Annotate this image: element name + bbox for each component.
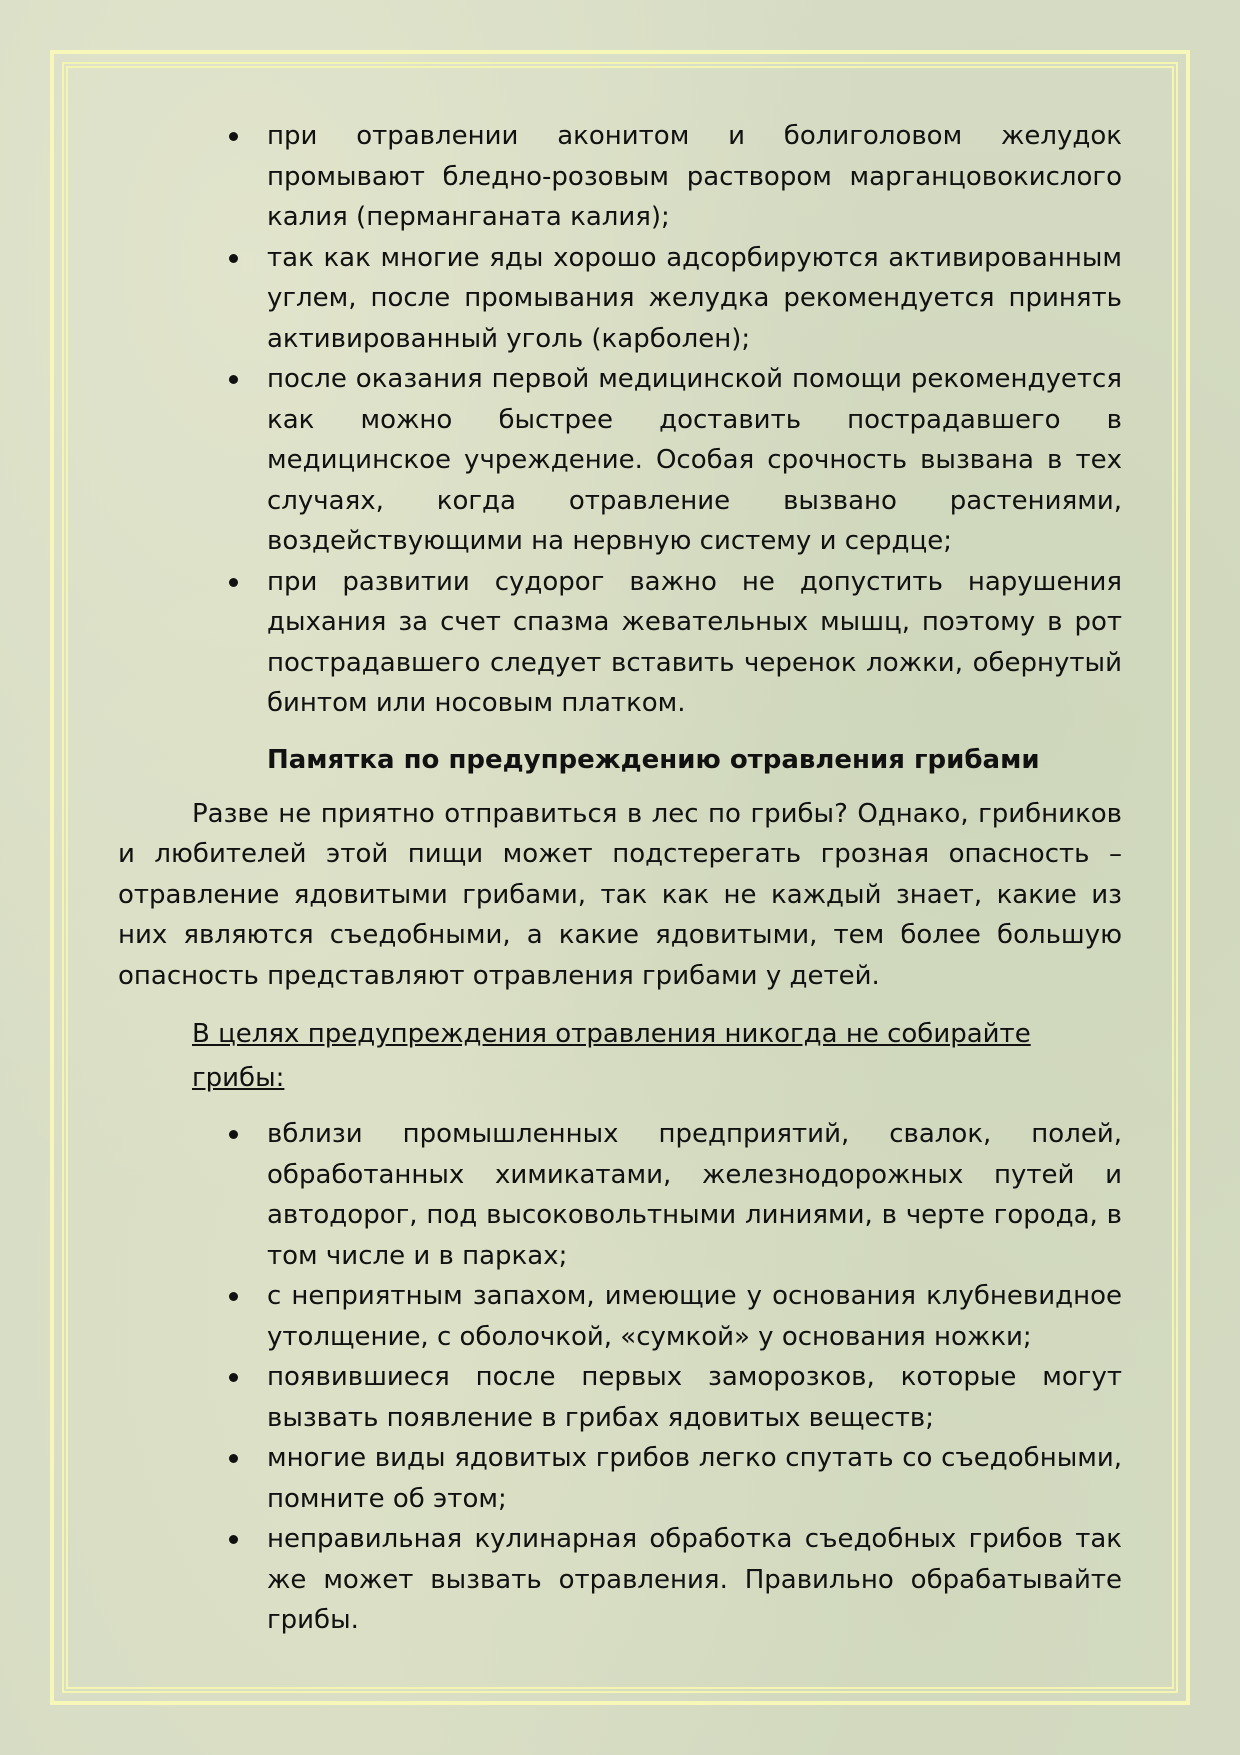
first-aid-list xyxy=(118,116,1122,724)
list-item-text: многие виды ядовитых грибов легко спутать со съедобными, помните об этом; xyxy=(267,1443,1122,1514)
list-item-text: так как многие яды хорошо адсорбируются активированным углем, после промывания желудка рекомендуется принять активированный уголь (карболен); xyxy=(267,242,1122,354)
list-item-text: появившиеся после первых заморозков, которые могут вызвать появление в грибах ядовитых веществ; xyxy=(267,1362,1122,1433)
list-item-text: неправильная кулинарная обработка съедобных грибов так же может вызвать отравления. Правильно обрабатывайте грибы. xyxy=(267,1524,1122,1635)
bullet-icon xyxy=(229,1292,238,1301)
list-item xyxy=(267,238,1122,360)
bullet-icon xyxy=(229,375,238,384)
bullet-icon xyxy=(229,1454,238,1463)
list-item xyxy=(267,1114,1122,1276)
warning-lead: В целях предупреждения отравления никогда не собирайте грибы: xyxy=(192,1019,1031,1093)
bullet-icon xyxy=(229,1535,238,1544)
list-item xyxy=(267,1438,1122,1519)
list-item xyxy=(267,359,1122,562)
bullet-icon xyxy=(229,132,238,141)
list-item xyxy=(267,116,1122,238)
list-item-text: при развитии судорог важно не допустить нарушения дыхания за счет спазма жевательных мышц, поэтому в рот пострадавшего следует вставить черенок ложки, обернутый бинтом или носовым платком. xyxy=(267,566,1122,718)
list-item xyxy=(267,1276,1122,1357)
list-item xyxy=(267,562,1122,724)
list-item-text: вблизи промышленных предприятий, свалок, полей, обработанных химикатами, железнодорожных путей и автодорог, под высоковольтными линиями, в черте города, в том числе и в парках; xyxy=(267,1119,1122,1271)
bullet-icon xyxy=(229,1373,238,1382)
list-item xyxy=(267,1519,1122,1641)
list-item-text: с неприятным запахом, имеющие у основания клубневидное утолщение, с оболочкой, «сумкой» у основания ножки; xyxy=(267,1281,1122,1352)
bullet-icon xyxy=(229,1130,238,1139)
intro-paragraph: Разве не приятно отправиться в лес по грибы? Однако, грибников и любителей этой пищи может подстерегать грозная опасность – отравление ядовитыми грибами, так как не каждый знает, какие из них являются съедобными, а какие ядовитыми, тем более большую опасность представляют отравления грибами у детей. xyxy=(118,798,1122,991)
list-item-text: после оказания первой медицинской помощи рекомендуется как можно быстрее доставить пострадавшего в медицинское учреждение. Особая срочность вызвана в тех случаях, когда отравление вызвано растениями, воздействующими на нервную систему и сердце; xyxy=(267,364,1122,556)
list-item-text: при отравлении аконитом и болиголовом желудок промывают бледно-розовым раствором марганцовокислого калия (перманганата калия); xyxy=(267,121,1122,232)
document-body xyxy=(118,116,1122,1641)
section-heading: Памятка по предупреждению отравления грибами xyxy=(267,744,1040,775)
bullet-icon xyxy=(229,254,238,263)
list-item xyxy=(267,1357,1122,1438)
mushroom-warning-list xyxy=(118,1114,1122,1641)
bullet-icon xyxy=(229,578,238,587)
